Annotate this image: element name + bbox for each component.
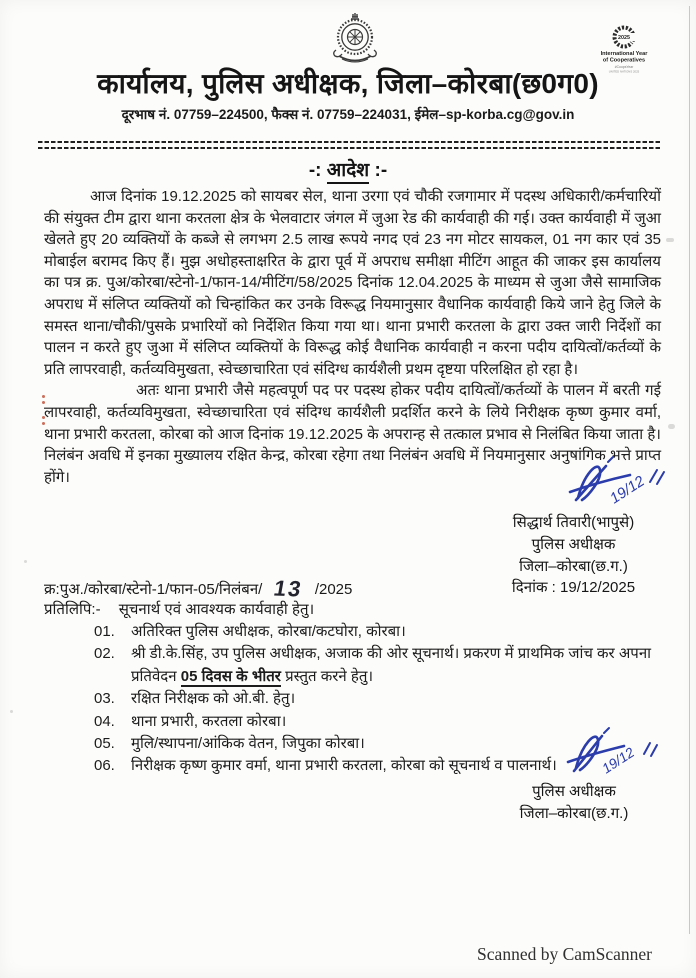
- signatory-name: सिद्धार्थ तिवारी(भापुसे): [512, 514, 635, 531]
- order-paragraph-2: अतः थाना प्रभारी जैसे महत्वपूर्ण पद पर पदस्थ होकर पदीय दायित्वों/कर्तव्यों के पालन में बरती गई लापरवाही, कर्तव्यविमुखता, स्वेच्छाचारिता एवं संदिग्ध कार्यशैली प्रदर्शित करने के लिये निरीक्षक कृष्ण कुमार वर्मा, थाना प्रभारी करतला, कोरबा को आज दिनांक 19.12.2025 के अपरान्ह से तत्काल प्रभाव से निलंबित किया जाता है। निलंबंन अवधि में इनका मुख्यालय रक्षित केन्द्र, कोरबा रहेगा तथा निलंबंन अवधि में नियमानुसार अनुषांगिक भत्ते प्राप्त होंगे।: [44, 382, 661, 486]
- list-item: [94, 688, 664, 710]
- office-title: कार्यालय, पुलिस अधीक्षक, जिला–कोरबा(छ0ग0): [97, 68, 599, 99]
- reference-number-line: [44, 574, 352, 600]
- copies-heading-label: प्रतिलिपि:-: [44, 601, 101, 618]
- list-item-number: 05.: [94, 735, 115, 753]
- list-item: [94, 621, 664, 643]
- coop-logo-line3: #CoopsYear: [614, 65, 634, 69]
- order-body: [44, 186, 661, 488]
- coop-logo-line2: of Cooperatives: [602, 57, 646, 64]
- order-heading: [0, 156, 696, 182]
- list-item-text-before: श्री डी.के.सिंह, उप पुलिस अधीक्षक, अजाक की ओर सूचनार्थ। प्रकरण में प्राथमिक जांच कर अपना प्रतिवेदन: [131, 645, 652, 685]
- camscanner-credit: Scanned by CamScanner: [477, 944, 652, 964]
- scan-smudge: [668, 424, 675, 429]
- signature-bottom-handwritten-date: 19/12: [598, 744, 638, 777]
- reference-handwritten-number: 13: [272, 575, 306, 602]
- signature-ink-bottom: [562, 724, 666, 788]
- scan-smudge: [24, 560, 27, 563]
- list-item-number: 03.: [94, 690, 115, 708]
- signatory-date: दिनांक : 19/12/2025: [511, 579, 636, 597]
- list-item-number: 02.: [94, 645, 115, 663]
- copies-heading: [44, 599, 314, 619]
- list-item-text-emphasis: 05 दिवस के भीतर: [180, 667, 281, 685]
- order-heading-word: आदेश: [327, 160, 369, 184]
- list-item-text: मुलि/स्थापना/आंकिक वेतन, जिपुका कोरबा।: [131, 735, 365, 753]
- list-item-text: निरीक्षक कृष्ण कुमार वर्मा, थाना प्रभारी करतला, कोरबा को सूचनार्थ व पालनार्थ।: [131, 757, 557, 775]
- signatory-designation: पुलिस अधीक्षक: [532, 783, 616, 800]
- list-item-text: थाना प्रभारी, करतला कोरबा।: [131, 712, 287, 730]
- scan-edge-line: [689, 6, 690, 934]
- signatory-block-bottom: [484, 781, 664, 824]
- list-item-text: [131, 643, 664, 688]
- signature-ink-top: [562, 452, 670, 520]
- scan-smudge: [666, 238, 674, 242]
- list-item-text-after: प्रस्तुत करने हेतु।: [280, 667, 374, 685]
- signature-top-handwritten-date: 19/12: [606, 472, 648, 508]
- police-crest-icon: [326, 10, 384, 68]
- coop-logo-year: 2025: [618, 35, 630, 42]
- order-heading-prefix: -:: [308, 160, 327, 181]
- order-paragraph-1: आज दिनांक 19.12.2025 को सायबर सेल, थाना उरगा एवं चौकी रजगामार में पदस्थ अधिकारी/कर्मचारियों की संयुक्त टीम द्वारा थाना करतला क्षेत्र के भेलवाटार जंगल में जुआ रेड की कार्यवाही की गई। उक्त कार्यवाही में जुआ खेलते हुए 20 व्यक्तियों के कब्जे से लगभग 2.5 लाख रूपये नगद एवं 23 नग मोटर सायकल, 01 नग कार एवं 35 मोबाईल बरामद किए हैं। मुझ अधोहस्ताक्षरित के द्वारा पूर्व में अपराध समीक्षा मीटिंग आहूत की जाकर इस कार्यालय का पत्र क्र. पुअ/कोरबा/स्टेनो-1/फान-14/मीटिंग/58/2025 दिनांक 12.04.2025 के माध्यम से जुआ जैसे सामाजिक अपराध में संलिप्त व्यक्तियों को चिन्हांकित कर उनके विरूद्ध नियमानुसार वैधानिक कार्यवाही किये जाने हेतु जिले के समस्त थाना/चौकी/पुसके प्रभारियों को निर्देशित किया गया था। थाना प्रभारी करतला के द्वारा उक्त जारी निर्देशों का पालन न करते हुए जुआ में संलिप्त व्यक्तियों के विरूद्ध कोई वैधानिक कार्यवाही न करना पदीय दायित्वों/कर्तव्यों के प्रति लापरवाही, कर्तव्यविमुखता, स्वेच्छाचारिता एवं संदिग्ध कार्यशैली प्रथम दृष्टया परिलक्षित हो रहा है।: [44, 188, 662, 378]
- list-item-number: 01.: [94, 623, 115, 640]
- order-heading-suffix: :-: [369, 160, 388, 181]
- letterhead-divider: [38, 141, 662, 149]
- list-item-number: 04.: [94, 712, 115, 730]
- signatory-district: जिला–कोरबा(छ.ग.): [519, 804, 629, 822]
- copies-heading-note: सूचनार्थ एवं आवश्यक कार्यवाही हेतु।: [118, 601, 315, 618]
- reference-prefix: क्र:पुअ./कोरबा/स्टेनो-1/फान-05/निलंबन/: [44, 581, 263, 598]
- reference-suffix: /2025: [314, 581, 353, 598]
- coop-logo-line1: International Year: [600, 51, 648, 57]
- list-item-text: अतिरिक्त पुलिस अधीक्षक, कोरबा/कटघोरा, कोरबा।: [131, 623, 406, 640]
- signatory-designation: पुलिस अधीक्षक: [531, 535, 616, 553]
- signatory-block: [471, 512, 676, 599]
- coop-logo-line4: UNITED NATIONS 2025: [608, 69, 640, 74]
- scan-smudge: [10, 710, 13, 713]
- list-item-text: रक्षित निरीक्षक को ओ.बी. हेतु।: [131, 690, 296, 708]
- list-item-number: 06.: [94, 757, 115, 775]
- list-item: [94, 643, 664, 688]
- contact-line: दूरभाष नं. 07759–224500, फैक्स नं. 07759–224031, ईमेल–sp-korba.cg@gov.in: [121, 107, 575, 122]
- signatory-district: जिला–कोरबा(छ.ग.): [519, 557, 628, 575]
